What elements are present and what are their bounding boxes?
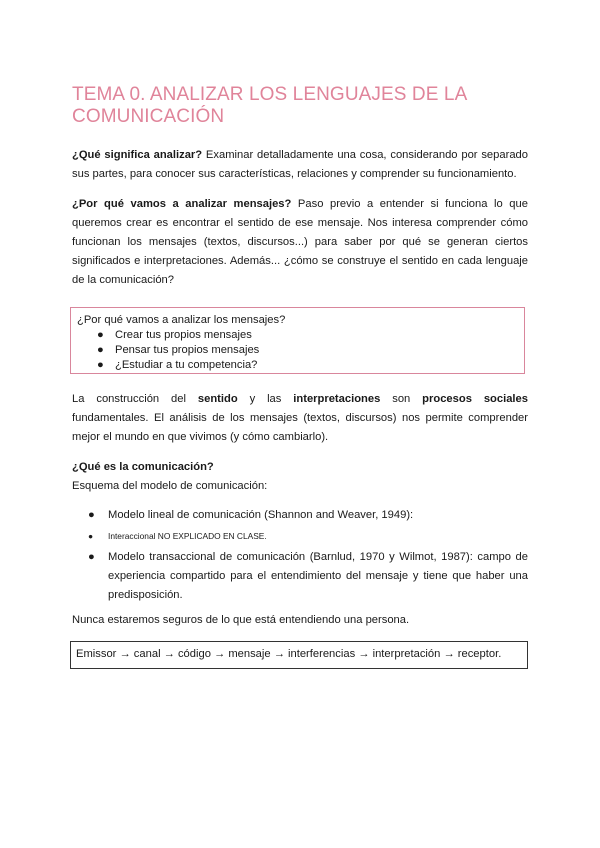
bullet-icon: ●: [97, 344, 104, 356]
paragraph-sentido: [72, 390, 528, 447]
list-item-text: Interaccional NO EXPLICADO EN CLASE.: [108, 531, 267, 541]
heading-comunicacion: ¿Qué es la comunicación?: [72, 461, 214, 473]
text-por-que-analizar: Paso previo a entender si funciona lo que queremos crear es encontrar el sentido de ese mensaje. Nos interesa comprender cómo funcionan los mensajes (textos, discursos...) para saber por qué se generan ciertos significados e interpretaciones. Además... ¿cómo se construye el sentido en cada lenguaje de la comunicación?: [72, 198, 528, 286]
bold-procesos-sociales: procesos sociales: [422, 393, 528, 405]
bold-sentido: sentido: [197, 393, 238, 405]
list-item: [77, 343, 524, 358]
text-segment: y las: [237, 393, 294, 405]
bullet-icon: ●: [97, 359, 104, 371]
list-item-text: Modelo lineal de comunicación (Shannon and Weaver, 1949):: [108, 509, 414, 521]
bold-interpretaciones: interpretaciones: [293, 393, 381, 405]
bullet-icon: ●: [97, 329, 104, 341]
list-item-text: Crear tus propios mensajes: [115, 329, 252, 341]
page-title: TEMA 0. ANALIZAR LOS LENGUAJES DE LA COMUNICACIÓN: [72, 84, 467, 127]
text-segment: fundamentales. El análisis de los mensajes (textos, discursos) nos permite comprender mejor el mundo en que vivimos (y cómo cambiarlo).: [72, 412, 528, 443]
communication-chain-box: Emissor → canal → código → mensaje → interferencias → interpretación → receptor.: [70, 641, 528, 669]
box-list: [77, 328, 524, 373]
paragraph-analizar: [72, 146, 528, 184]
bullet-icon: ●: [88, 531, 94, 541]
box-question: ¿Por qué vamos a analizar los mensajes?: [77, 314, 286, 326]
term-por-que-analizar: ¿Por qué vamos a analizar mensajes?: [72, 198, 292, 210]
paragraph-closing: Nunca estaremos seguros de lo que está entendiendo una persona.: [72, 614, 410, 626]
text-segment: son: [380, 393, 423, 405]
bullet-icon: ●: [88, 509, 95, 521]
list-item-text: ¿Estudiar a tu competencia?: [115, 359, 258, 371]
text-segment: La construcción del: [72, 393, 198, 405]
list-item: [77, 328, 524, 343]
subtitle-esquema: Esquema del modelo de comunicación:: [72, 480, 268, 492]
list-item: [72, 506, 528, 525]
list-item: [72, 527, 528, 546]
term-analizar: ¿Qué significa analizar?: [72, 149, 203, 161]
question-box: [70, 307, 525, 374]
paragraph-por-que-analizar: [72, 195, 528, 290]
list-item-text: Modelo transaccional de comunicación (Barnlud, 1970 y Wilmot, 1987): campo de experiencia compartido para el entendimiento del mensaje y tiene que haber una predisposición.: [108, 551, 528, 601]
list-item: [72, 548, 528, 605]
bullet-icon: ●: [88, 551, 95, 563]
list-item-text: Pensar tus propios mensajes: [115, 344, 260, 356]
model-list: [72, 506, 528, 605]
definition-analizar: Examinar detalladamente una cosa, considerando por separado sus partes, para conocer sus características, relaciones y comprender su funcionamiento.: [72, 149, 528, 180]
list-item: [77, 358, 524, 373]
